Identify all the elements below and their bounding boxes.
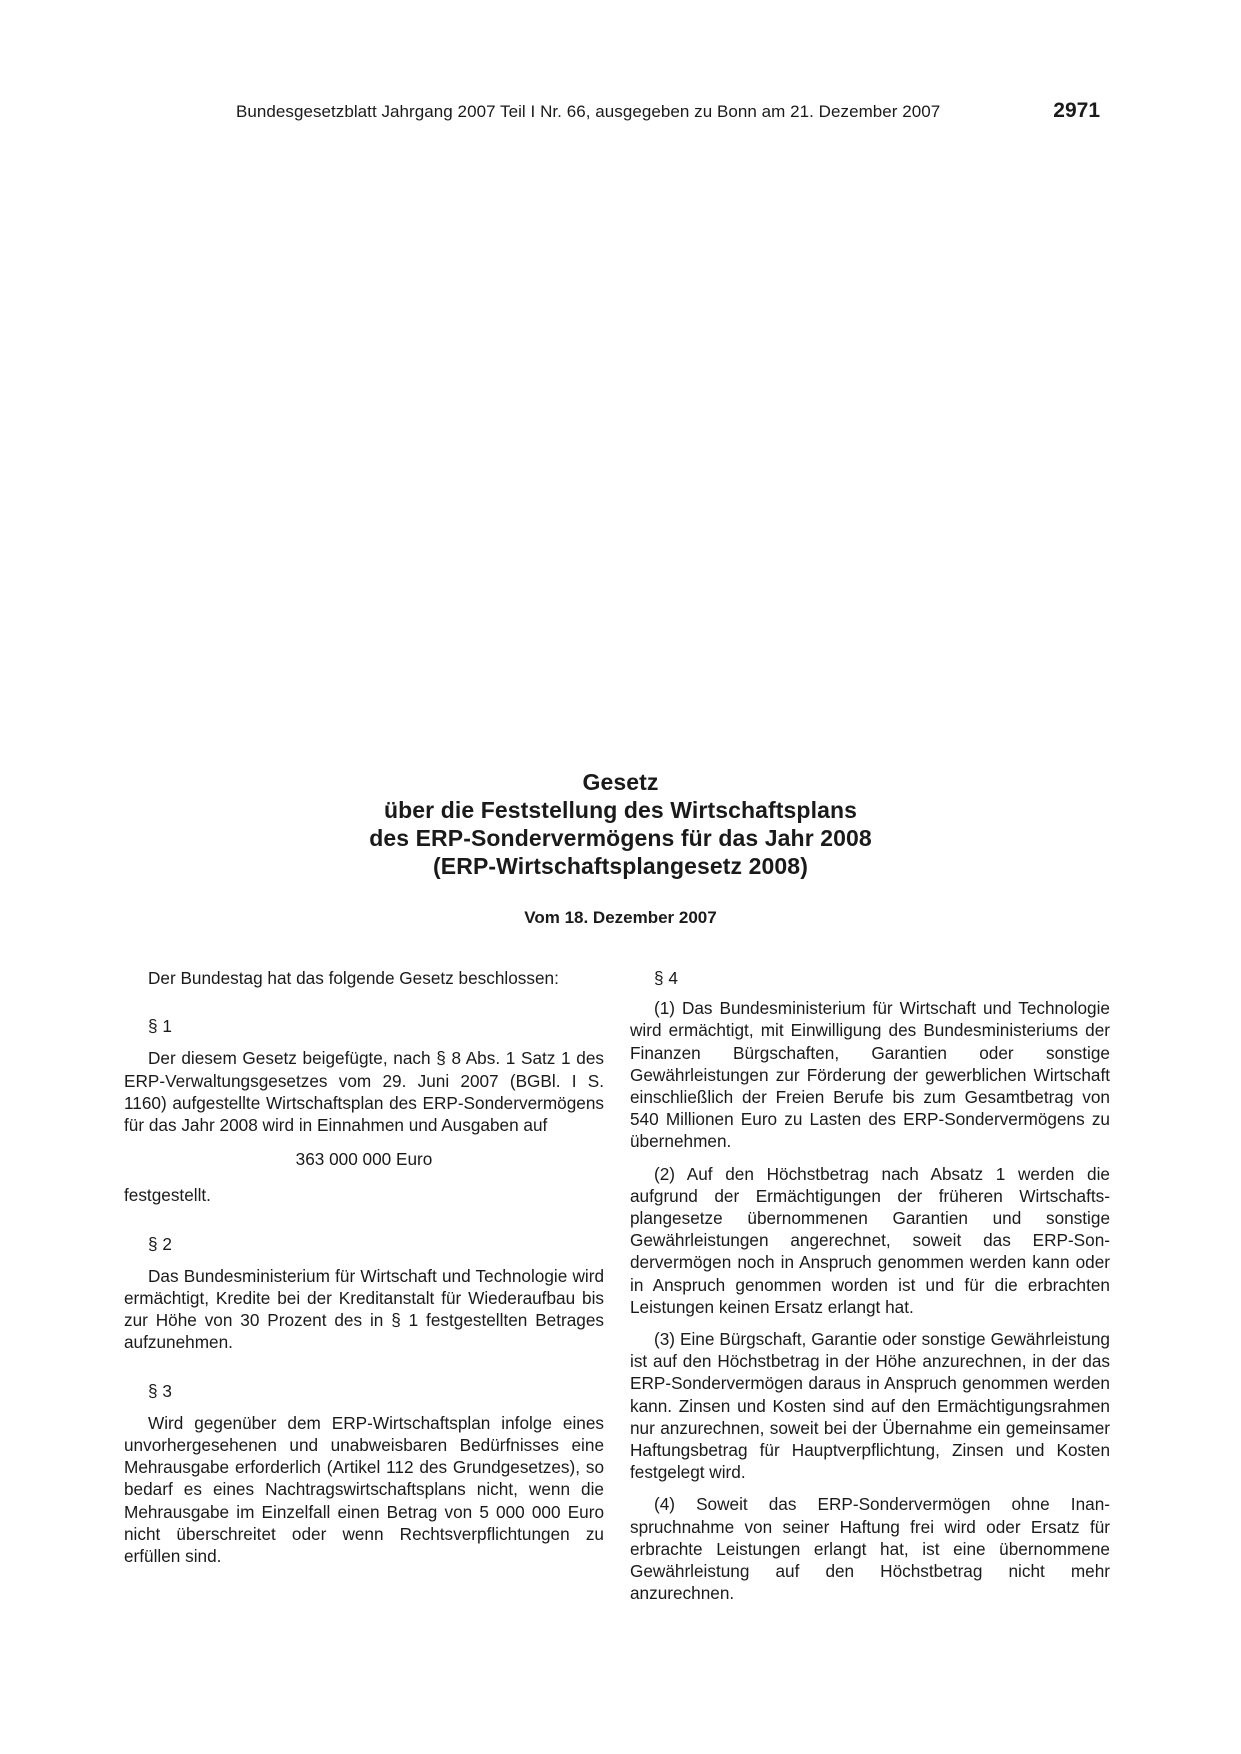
- law-date: Vom 18. Dezember 2007: [524, 908, 717, 927]
- gazette-header-text: Bundesgesetzblatt Jahrgang 2007 Teil I Nr. 66, ausgegeben zu Bonn am 21. Dezember 2007: [236, 102, 941, 121]
- section-1-text: Der diesem Gesetz beigefügte, nach § 8 Abs. 1 Satz 1 des ERP-Verwaltungsgesetzes vom 29. Juni 2007 (BGBl. I S. 1160) aufgestellte Wirtschaftsplan des ERP-Sondervermögens für das Jahr 2008 wird in Einnahmen und Ausgaben auf: [124, 1048, 604, 1136]
- title-line-4: (ERP-Wirtschaftsplangesetz 2008): [433, 853, 808, 879]
- section-4-paragraph-1: (1) Das Bundesministerium für Wirtschaft und Technologie wird ermächtigt, mit Einwilligung des Bundesministeriums der Finanzen Bürgschaften, Garantien oder sonstige Gewährleistungen zur Förderung der gewerblichen Wirtschaft einschließlich der Freien Berufe bis zum Gesamtbetrag von 540 Millionen Euro zu Lasten des ERP-Sondervermögens zu übernehmen.: [630, 998, 1110, 1152]
- right-column: [630, 967, 1110, 1614]
- running-header: [236, 100, 1100, 126]
- section-3-text: Wird gegenüber dem ERP-Wirtschaftsplan infolge eines unvorhergesehenen und unabweisbaren Bedürfnisses eine Mehrausgabe erforderlich (Artikel 112 des Grundgesetzes), so bedarf es eines Nachtragswirtschaftsplans nicht, wenn die Mehrausgabe im Einzelfall einen Betrag von 5 000 000 Euro nicht überschreitet oder wenn Rechtsverpflichtungen zu erfüllen sind.: [124, 1412, 604, 1567]
- section-2-heading: § 2: [148, 1233, 172, 1254]
- title-line-1: Gesetz: [582, 769, 659, 795]
- law-title-block: [0, 768, 1241, 928]
- page-number: 2971: [1053, 99, 1100, 122]
- title-line-2: über die Feststellung des Wirtschaftsplans: [383, 797, 858, 823]
- section-4-heading: § 4: [654, 968, 678, 988]
- section-1-heading: § 1: [148, 1016, 172, 1037]
- section-4-paragraph-2: (2) Auf den Höchstbetrag nach Absatz 1 werden die aufgrund der Ermächtigungen der früheren Wirtschaftsplangesetze übernommenen Garantien und sonstige Gewährleistungen angerechnet, soweit das ERP-Sondervermögen noch in Anspruch genommen werden kann oder in Anspruch genommen worden ist und für die erbrachten Leistungen keinen Ersatz erlangt hat.: [630, 1163, 1110, 1317]
- section-3-heading: § 3: [148, 1380, 172, 1401]
- enacting-clause: Der Bundestag hat das folgende Gesetz beschlossen:: [148, 968, 559, 988]
- title-line-3: des ERP-Sondervermögens für das Jahr 2008: [369, 825, 872, 851]
- section-1-closing: festgestellt.: [124, 1185, 211, 1206]
- left-column: [124, 967, 604, 1577]
- section-2-text: Das Bundesministerium für Wirtschaft und Technologie wird ermächtigt, Kredite bei der Kreditanstalt für Wiederaufbau bis zur Höhe von 30 Prozent des in § 1 festgestellten Betrages aufzunehmen.: [124, 1265, 604, 1353]
- section-4-paragraph-3: (3) Eine Bürgschaft, Garantie oder sonstige Gewährleistung ist auf den Höchstbetrag in der Höhe anzurechnen, in der das ERP-Sondervermögen daraus in Anspruch genommen werden kann. Zinsen und Kosten sind auf den Ermächtigungsrahmen nur anzurechnen, soweit bei der Übernahme ein gemeinsamer Haftungsbetrag für Hauptverpflichtung, Zinsen und Kosten festgelegt wird.: [630, 1329, 1110, 1483]
- section-1-amount: 363 000 000 Euro: [295, 1149, 433, 1170]
- section-4-paragraph-4: (4) Soweit das ERP-Sondervermögen ohne Inanspruchnahme von seiner Haftung frei wird oder Ersatz für erbrachte Leistungen erlangt hat, ist eine übernommene Gewährleistung auf den Höchstbetrag nicht mehr anzurechnen.: [630, 1494, 1110, 1604]
